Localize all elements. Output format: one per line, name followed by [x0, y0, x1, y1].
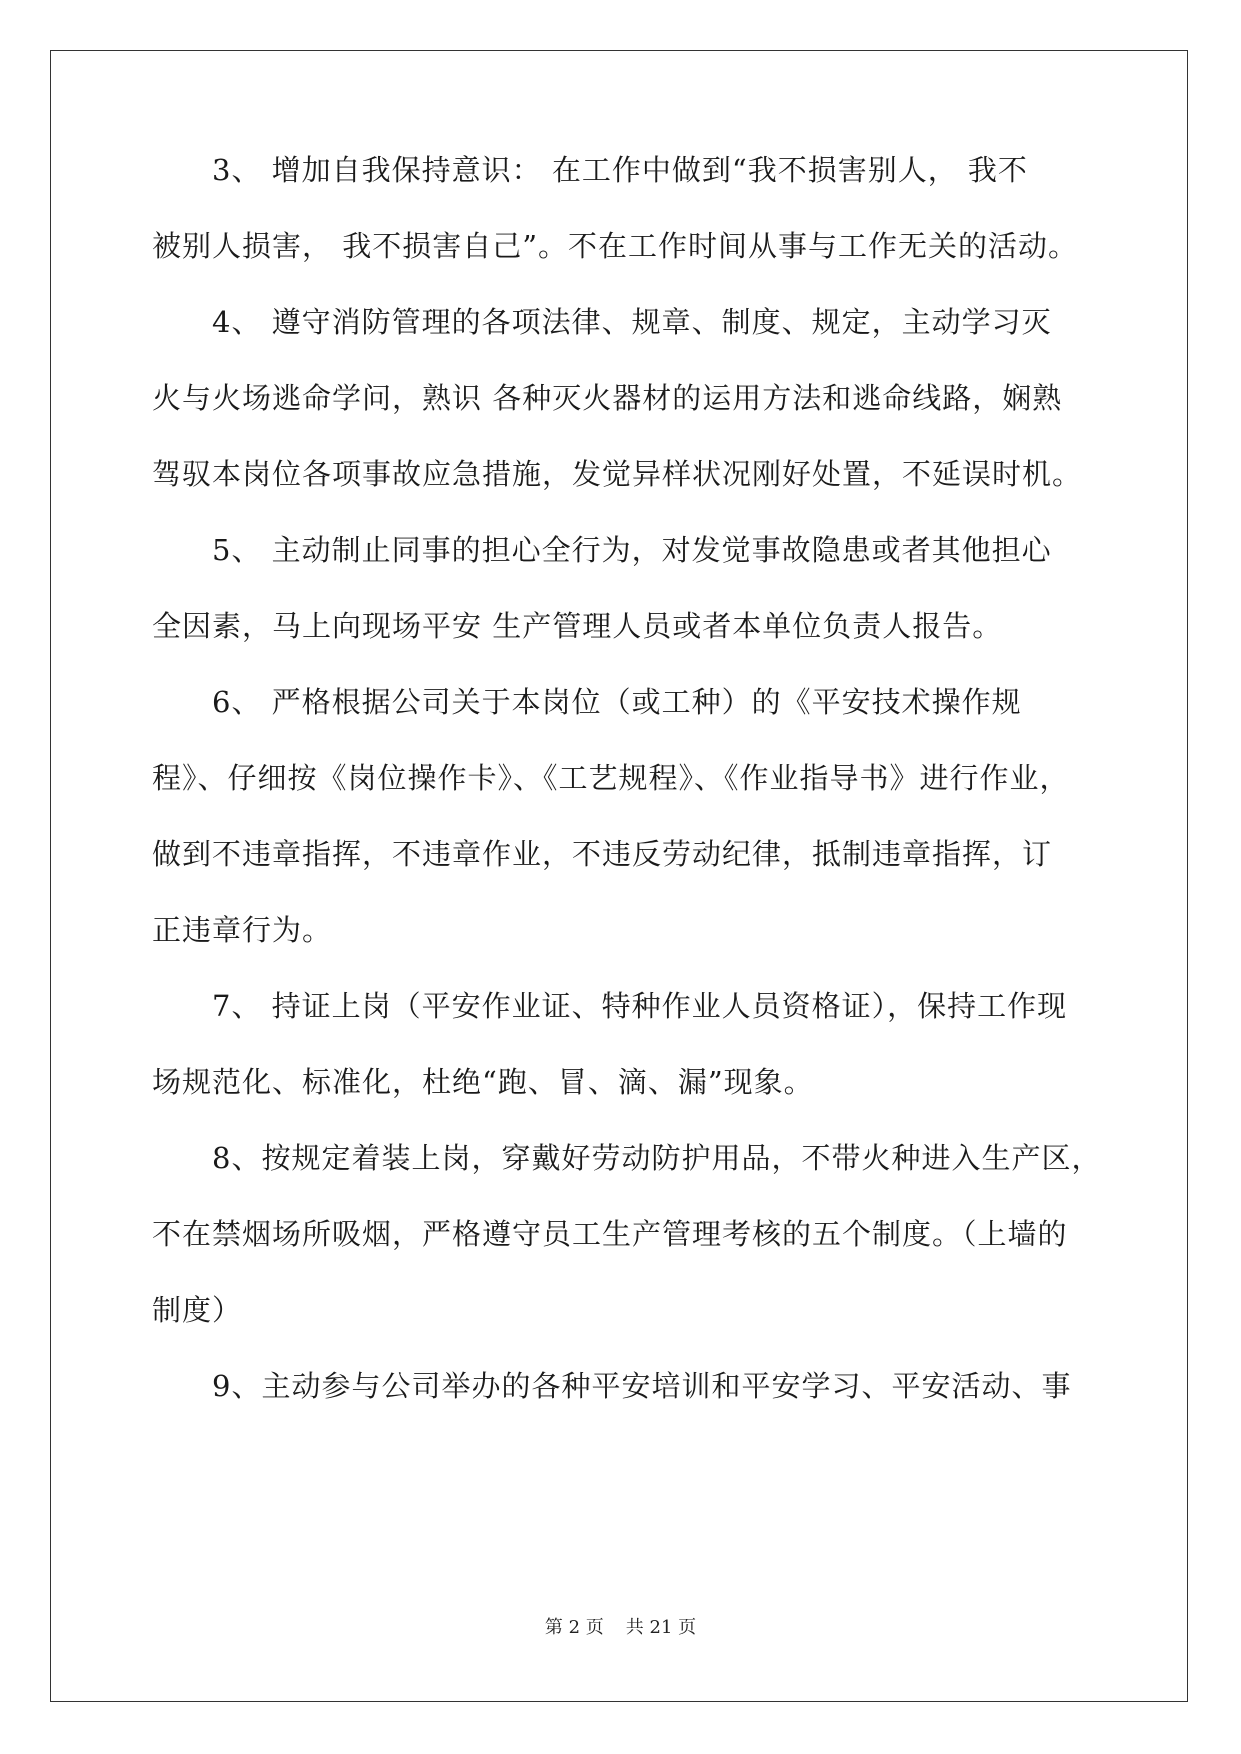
- page-total: 共 21 页: [625, 1617, 697, 1638]
- text-line: 驾驭本岗位各项事故应急措施，发觉异样状况刚好处置，不延误时机。: [152, 457, 1083, 491]
- page-number: 第 2 页: [544, 1617, 604, 1638]
- text-line: 5、 主动制止同事的担心全行为，对发觉事故隐患或者其他担心: [212, 533, 1052, 567]
- text-line: 4、 遵守消防管理的各项法律、规章、制度、规定，主动学习灭: [212, 305, 1052, 339]
- text-line: 火与火场逃命学问，熟识 各种灭火器材的运用方法和逃命线路，娴熟: [152, 381, 1063, 415]
- text-line: 正违章行为。: [152, 913, 333, 947]
- text-line: 3、 增加自我保持意识： 在工作中做到“我不损害别人， 我不: [212, 153, 1028, 187]
- text-line: 程》、仔细按《岗位操作卡》、《工艺规程》、《作业指导书》进行作业，: [152, 761, 1070, 795]
- text-line: 8、按规定着装上岗，穿戴好劳动防护用品，不带火种进入生产区，: [212, 1141, 1102, 1175]
- text-line: 9、主动参与公司举办的各种平安培训和平安学习、平安活动、事: [212, 1369, 1072, 1403]
- text-line: 场规范化、标准化，杜绝“跑、冒、滴、漏”现象。: [152, 1065, 814, 1099]
- page-border: [50, 50, 1188, 1702]
- text-line: 7、 持证上岗（平安作业证、特种作业人员资格证），保持工作现: [212, 989, 1068, 1023]
- text-line: 做到不违章指挥，不违章作业，不违反劳动纪律，抵制违章指挥，订: [152, 837, 1053, 871]
- text-line: 制度）: [152, 1293, 243, 1327]
- text-line: 6、 严格根据公司关于本岗位（或工种）的《平安技术操作规: [212, 685, 1022, 719]
- text-line: 不在禁烟场所吸烟，严格遵守员工生产管理考核的五个制度。（上墙的: [152, 1217, 1068, 1251]
- text-line: 全因素，马上向现场平安 生产管理人员或者本单位负责人报告。: [152, 609, 1003, 643]
- text-line: 被别人损害， 我不损害自己”。不在工作时间从事与工作无关的活动。: [152, 229, 1079, 263]
- page-footer: [0, 1616, 1241, 1640]
